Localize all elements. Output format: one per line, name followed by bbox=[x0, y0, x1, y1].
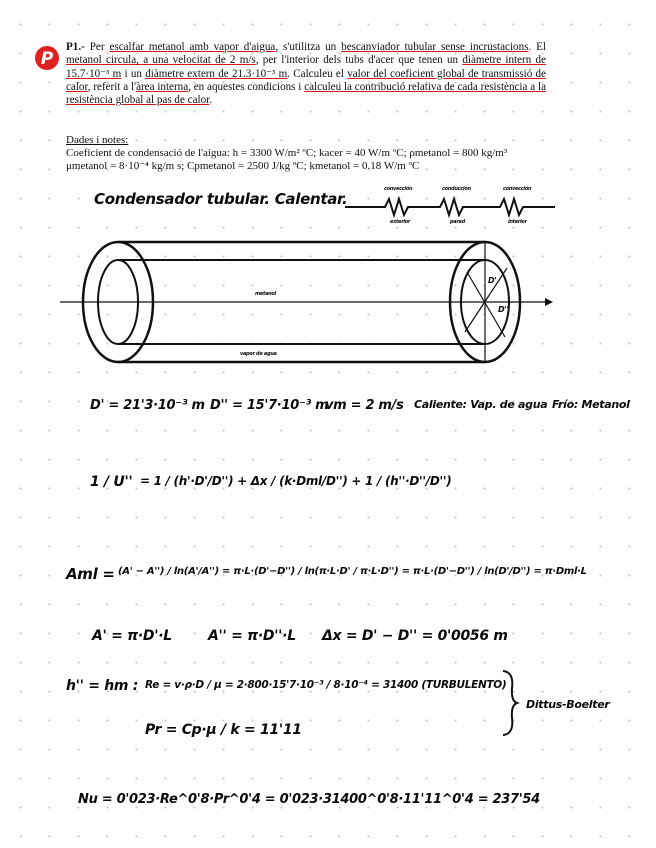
dittus-boelter-label: Dittus-Boelter bbox=[526, 698, 610, 711]
dim-hot-fluid: Caliente: Vap. de agua bbox=[414, 398, 548, 411]
wall-thickness-eq: Δx = D' − D'' = 0'0056 m bbox=[322, 628, 508, 644]
grouping-brace bbox=[500, 668, 520, 738]
text-segment: , per l'interior dels tubs d'acer que tenen un bbox=[255, 54, 463, 67]
problem-label: P1.- bbox=[66, 41, 85, 53]
diameter-outer-label: D' bbox=[488, 276, 497, 285]
dim-inner-diameter: D'' = 15'7·10⁻³ m bbox=[210, 398, 329, 413]
dim-outer-diameter: D' = 21'3·10⁻³ m bbox=[90, 398, 205, 413]
highlight-segment: diàmetre intern de 15.7·10⁻³ m bbox=[66, 54, 546, 80]
highlight-segment: valor del coeficient global de transmissió de calor bbox=[66, 67, 546, 93]
dim-velocity: vm = 2 m/s bbox=[325, 398, 404, 413]
svg-text:P: P bbox=[40, 49, 54, 69]
resistance-label-1: convección bbox=[384, 186, 413, 192]
equation-global-u-rhs: = 1 / (h'·D'/D'') + Δx / (k·Dml/D'') + 1 / (h''·D''/D'') bbox=[140, 474, 452, 488]
highlight-segment: escalfar metanol amb vapor d'aigua bbox=[109, 41, 276, 53]
text-segment: , referit a l' bbox=[87, 80, 137, 93]
dim-cold-fluid: Frío: Metanol bbox=[552, 398, 630, 411]
resistance-sub-2: pared bbox=[450, 219, 465, 225]
data-notes bbox=[66, 134, 556, 174]
reynolds-eq: Re = v·ρ·D / μ = 2·800·15'7·10⁻³ / 8·10⁻⁴ = 31400 (TURBULENTO) bbox=[145, 679, 507, 691]
highlight-segment: diàmetre extern de 21.3·10⁻³ m bbox=[145, 67, 288, 80]
resistance-label-2: conducción bbox=[442, 186, 471, 192]
text-segment: . Calculeu el bbox=[287, 67, 348, 80]
text-segment: . El bbox=[528, 41, 547, 53]
prandtl-eq: Pr = Cp·μ / k = 11'11 bbox=[145, 722, 302, 738]
text-segment: Per bbox=[89, 41, 110, 53]
text-segment: i un bbox=[121, 67, 146, 80]
resistance-sub-3: interior bbox=[508, 219, 527, 225]
notes-line-1: Coeficient de condensació de l'aigua: h = 3300 W/m² ºC; kacer = 40 W/m ºC; ρmetanol = 800 kg/m³ bbox=[66, 147, 508, 160]
resistance-sub-1: exterior bbox=[390, 219, 411, 225]
notes-heading: Dades i notes: bbox=[66, 134, 129, 146]
nusselt-eq: Nu = 0'023·Re^0'8·Pr^0'4 = 0'023·31400^0'8·11'11^0'4 = 237'54 bbox=[78, 792, 540, 807]
resistance-label-3: convección bbox=[503, 186, 532, 192]
equation-aml-lhs: Aml = bbox=[66, 565, 115, 583]
highlight-segment: calculeu la contribució relativa de cada resistència a la resistència global al pas de calor bbox=[66, 80, 547, 107]
notes-line-2: μmetanol = 8·10⁻⁴ kg/m s; Cpmetanol = 2500 J/kg ºC; kmetanol = 0.18 W/m ºC bbox=[66, 160, 420, 173]
diameter-inner-label: D'' bbox=[498, 305, 509, 314]
pipe-label-inner: metanol bbox=[255, 291, 276, 297]
area-outer-eq: A' = π·D'·L bbox=[92, 628, 172, 644]
highlight-segment: metanol circula, a una velocitat de 2 m/s bbox=[66, 54, 256, 67]
text-segment: , en aquestes condicions i bbox=[188, 80, 305, 93]
area-inner-eq: A'' = π·D''·L bbox=[208, 628, 296, 644]
text-segment: , s'utilitza un bbox=[275, 41, 342, 53]
text-segment: . bbox=[209, 94, 213, 107]
problem-marker-icon bbox=[34, 45, 60, 71]
handwritten-heading: Condensador tubular. Calentar. bbox=[94, 190, 348, 208]
pipe-label-outer: vapor de agua bbox=[240, 351, 277, 357]
equation-aml-rhs: (A' − A'') / ln(A'/A'') = π·L·(D'−D'') / ln(π·L·D' / π·L·D'') = π·L·(D'−D'') / ln(D'/D'') = π·Dml·L bbox=[118, 566, 587, 577]
h-inner-label: h'' = hm : bbox=[66, 678, 139, 694]
highlight-segment: bescanviador tubular sense incrustacions bbox=[341, 41, 529, 53]
pipe-diagram bbox=[55, 232, 555, 372]
problem-statement bbox=[66, 41, 546, 107]
equation-global-u-lhs: 1 / U'' bbox=[90, 474, 133, 490]
highlight-segment: àrea interna bbox=[136, 80, 189, 93]
